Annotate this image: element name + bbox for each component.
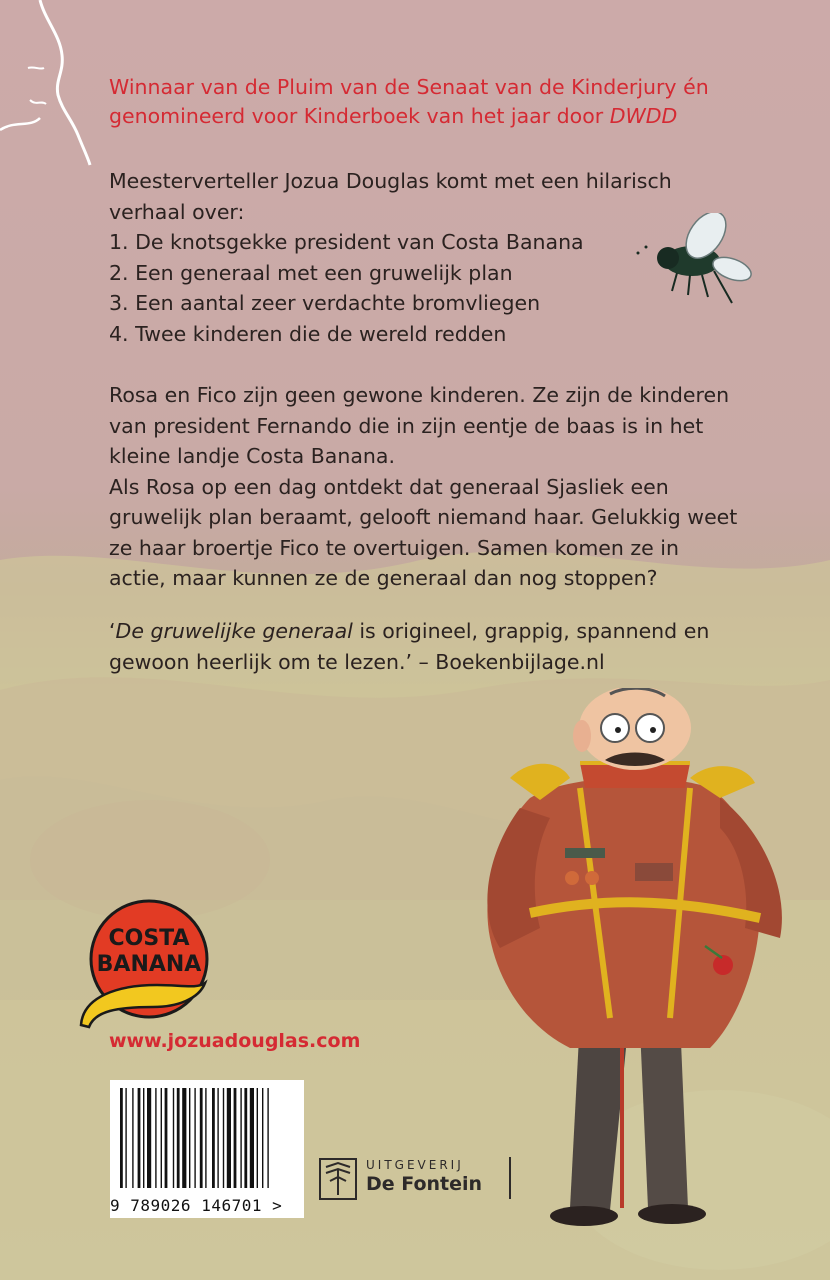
quote-body: is origineel, grappig, spannend en gewoon heerlijk om te lezen.’ – Boekenbijlage.nl <box>109 619 710 674</box>
publisher-logo <box>318 1155 518 1203</box>
publisher-divider <box>509 1157 511 1199</box>
intro-item: 2. Een generaal met een gruwelijk plan <box>109 260 513 285</box>
publisher-name: De Fontein <box>366 1173 483 1195</box>
intro-lead: Meesterverteller Jozua Douglas komt met een hilarisch verhaal over: <box>109 169 672 224</box>
story-paragraph-2: Als Rosa op een dag ontdekt dat generaal Sjasliek een gruwelijk plan beraamt, gelooft niemand haar. Gelukkig weet ze haar broertje Fico te overtuigen. Samen komen ze in actie, maar kunnen ze de generaal dan nog stoppen? <box>109 474 738 590</box>
barcode-digits: 9 789026 146701 > <box>110 1196 283 1215</box>
award-text <box>109 73 809 131</box>
isbn-barcode <box>110 1080 304 1218</box>
award-emphasis: DWDD <box>609 104 678 128</box>
costa-logo-line-2: BANANA <box>96 952 202 977</box>
quote-book-title: De gruwelijke generaal <box>115 619 353 643</box>
publisher-label: UITGEVERIJ <box>366 1158 464 1172</box>
intro-item: 4. Twee kinderen die de wereld redden <box>109 321 507 346</box>
story-text <box>109 380 739 594</box>
barcode-bars <box>110 1080 304 1192</box>
publisher-emblem-icon <box>318 1157 358 1201</box>
profile-sketch-illustration <box>0 0 95 170</box>
story-paragraph-1: Rosa en Fico zijn geen gewone kinderen. Ze zijn de kinderen van president Fernando die in zijn eentje de baas is in het kleine landje Costa Banana. <box>109 383 730 468</box>
intro-item: 1. De knotsgekke president van Costa Banana <box>109 230 584 254</box>
intro-item: 3. Een aantal zeer verdachte bromvliegen <box>109 291 541 315</box>
costa-banana-logo <box>77 893 209 1033</box>
costa-logo-line-1: COSTA <box>108 926 190 951</box>
review-quote <box>109 616 729 677</box>
award-line-2: genomineerd voor Kinderboek van het jaar door <box>109 104 610 128</box>
website-link[interactable]: www.jozuadouglas.com <box>109 1030 361 1052</box>
fly-illustration <box>632 213 754 307</box>
award-line-1: Winnaar van de Pluim van de Senaat van de Kinderjury én <box>109 75 709 99</box>
quote-open: ‘ <box>109 619 116 643</box>
